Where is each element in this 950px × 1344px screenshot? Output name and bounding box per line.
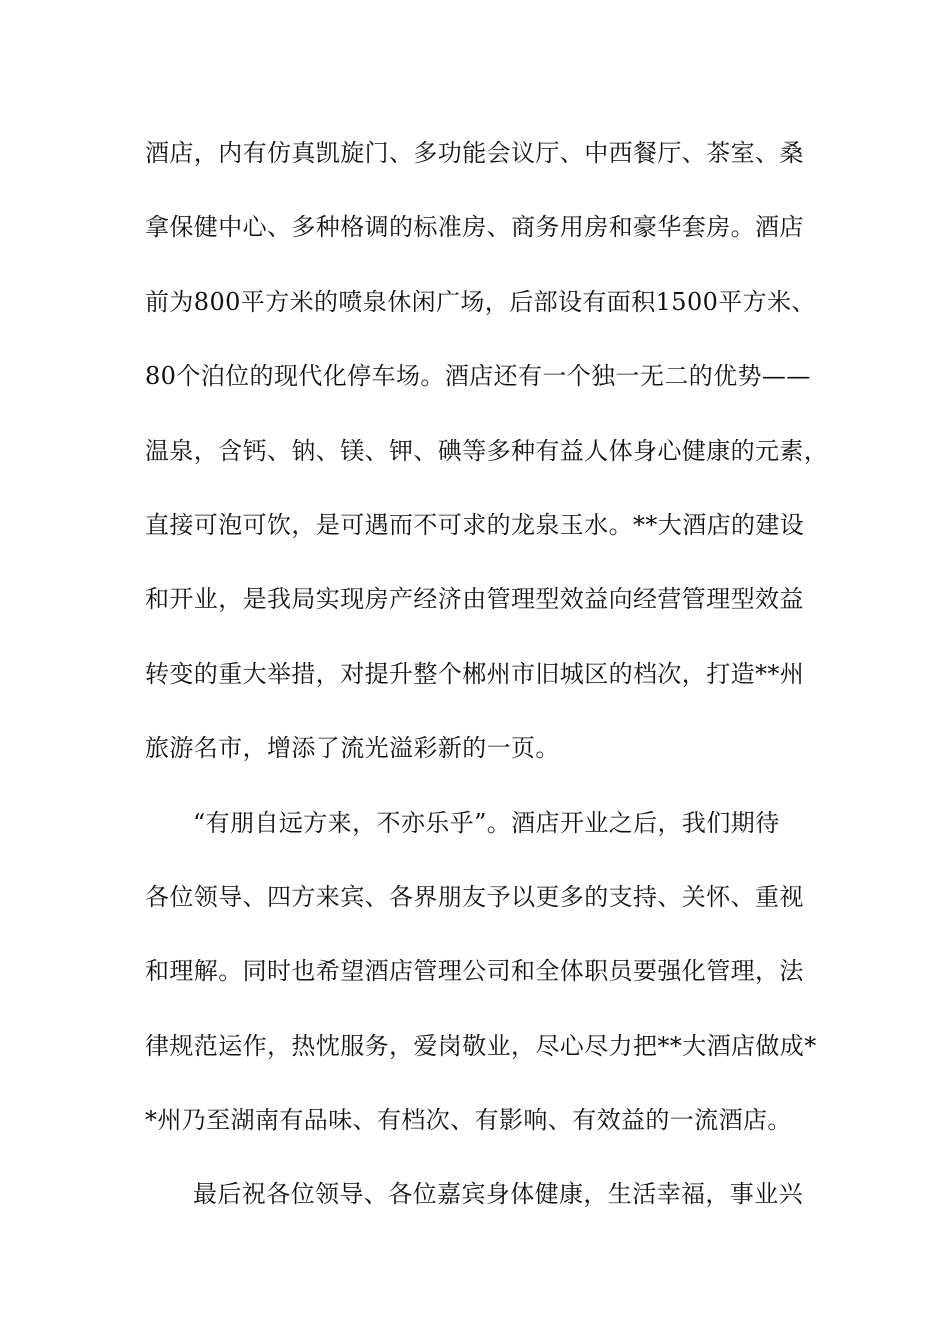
text-line: 旅游名市，增添了流光溢彩新的一页。 bbox=[145, 734, 560, 763]
text-line: 拿保健中心、多种格调的标准房、商务用房和豪华套房。酒店 bbox=[145, 213, 804, 242]
text-line: 80个泊位的现代化停车场。酒店还有一个独一无二的优势—— bbox=[145, 362, 811, 391]
text-line: 转变的重大举措，对提升整个郴州市旧城区的档次，打造**州 bbox=[145, 659, 805, 688]
text-line: 各位领导、四方来宾、各界朋友予以更多的支持、关怀、重视 bbox=[145, 882, 804, 911]
text-line: 酒店，内有仿真凯旋门、多功能会议厅、中西餐厅、茶室、桑 bbox=[145, 139, 804, 167]
text-line: 和开业，是我局实现房产经济由管理型效益向经营管理型效益 bbox=[145, 585, 804, 614]
paragraph-first-line: 最后祝各位领导、各位嘉宾身体健康，生活幸福，事业兴 bbox=[193, 1180, 803, 1209]
text-line: *州乃至湖南有品味、有档次、有影响、有效益的一流酒店。 bbox=[145, 1106, 792, 1135]
text-line: 温泉，含钙、钠、镁、钾、碘等多种有益人体身心健康的元素， bbox=[145, 436, 829, 465]
text-line: 和理解。同时也希望酒店管理公司和全体职员要强化管理，法 bbox=[145, 957, 804, 986]
body-text bbox=[145, 124, 829, 1240]
text-line: 前为800平方米的喷泉休闲广场，后部设有面积1500平方米、 bbox=[145, 287, 816, 316]
text-line: 直接可泡可饮，是可遇而不可求的龙泉玉水。**大酒店的建设 bbox=[145, 510, 805, 539]
text-line: 律规范运作，热忱服务，爱岗敬业，尽心尽力把**大酒店做成* bbox=[145, 1031, 817, 1060]
paragraph-first-line: “有朋自远方来，不亦乐乎”。酒店开业之后，我们期待 bbox=[193, 808, 780, 837]
